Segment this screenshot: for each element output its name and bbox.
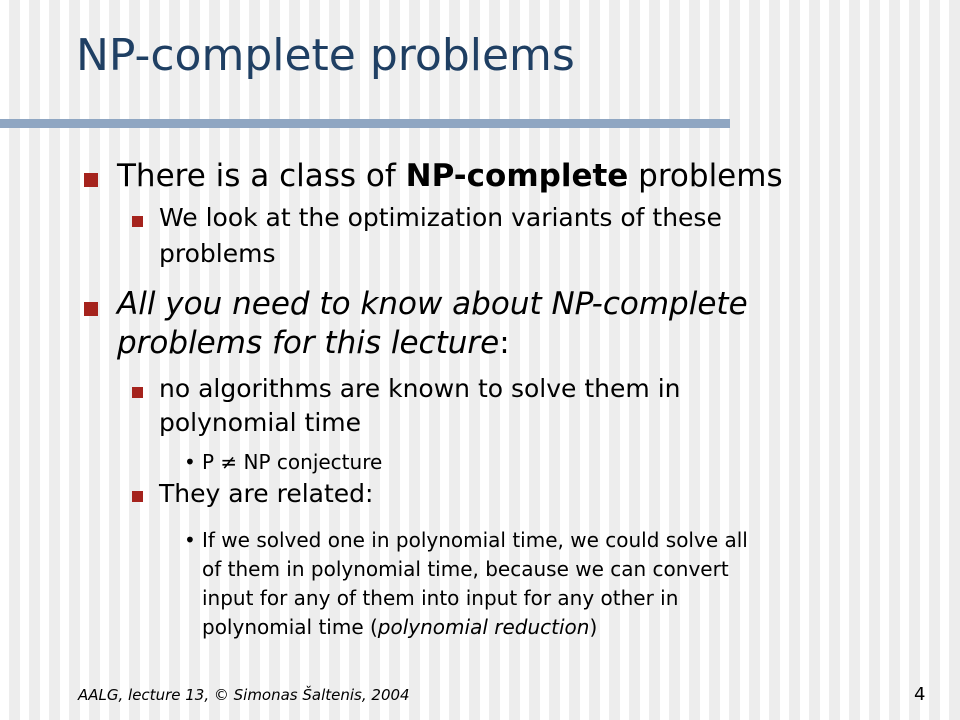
bullet-2-1-1: P ≠ NP conjecture bbox=[202, 450, 383, 474]
bullet-2-2-1-line1: If we solved one in polynomial time, we could solve all bbox=[202, 528, 748, 552]
bullet-2-2-1-line4 bbox=[202, 615, 597, 639]
line4-post: ) bbox=[589, 615, 598, 639]
bullet-1 bbox=[117, 158, 783, 194]
line4-italic: polynomial reduction bbox=[377, 615, 590, 639]
bullet-2-2: They are related: bbox=[159, 479, 374, 508]
page-number: 4 bbox=[914, 684, 926, 705]
bullet-1-post: problems bbox=[628, 158, 783, 194]
bullet-2-2-1-line3: input for any of them into input for any other in bbox=[202, 586, 679, 610]
bullet-2-line1: All you need to know about NP-complete bbox=[117, 286, 748, 322]
round-bullet-icon: • bbox=[184, 450, 196, 474]
bullet-1-1-line2: problems bbox=[159, 239, 276, 268]
bullet-1-pre: There is a class of bbox=[117, 158, 406, 194]
bullet-2-line2-italic: problems for this lecture bbox=[117, 325, 500, 361]
bullet-2-2-1-line2: of them in polynomial time, because we can convert bbox=[202, 557, 729, 581]
bullet-square-icon bbox=[84, 173, 98, 187]
bullet-1-1-line1: We look at the optimization variants of these bbox=[159, 203, 722, 232]
bullet-2-line2 bbox=[117, 325, 510, 361]
bullet-1-bold: NP-complete bbox=[405, 158, 629, 194]
footer-credit: AALG, lecture 13, © Simonas Šaltenis, 2004 bbox=[78, 686, 410, 704]
sub-bullet-square-icon bbox=[132, 216, 143, 227]
round-bullet-icon: • bbox=[184, 528, 196, 552]
bullet-square-icon bbox=[84, 302, 98, 316]
sub-bullet-square-icon bbox=[132, 491, 143, 502]
bullet-2-line2-tail: : bbox=[499, 325, 510, 361]
bullet-2-1-line2: polynomial time bbox=[159, 408, 362, 437]
slide-title: NP-complete problems bbox=[76, 30, 575, 81]
line4-pre: polynomial time ( bbox=[202, 615, 378, 639]
bullet-2-1-line1: no algorithms are known to solve them in bbox=[159, 374, 681, 403]
sub-bullet-square-icon bbox=[132, 387, 143, 398]
title-rule bbox=[0, 119, 730, 128]
